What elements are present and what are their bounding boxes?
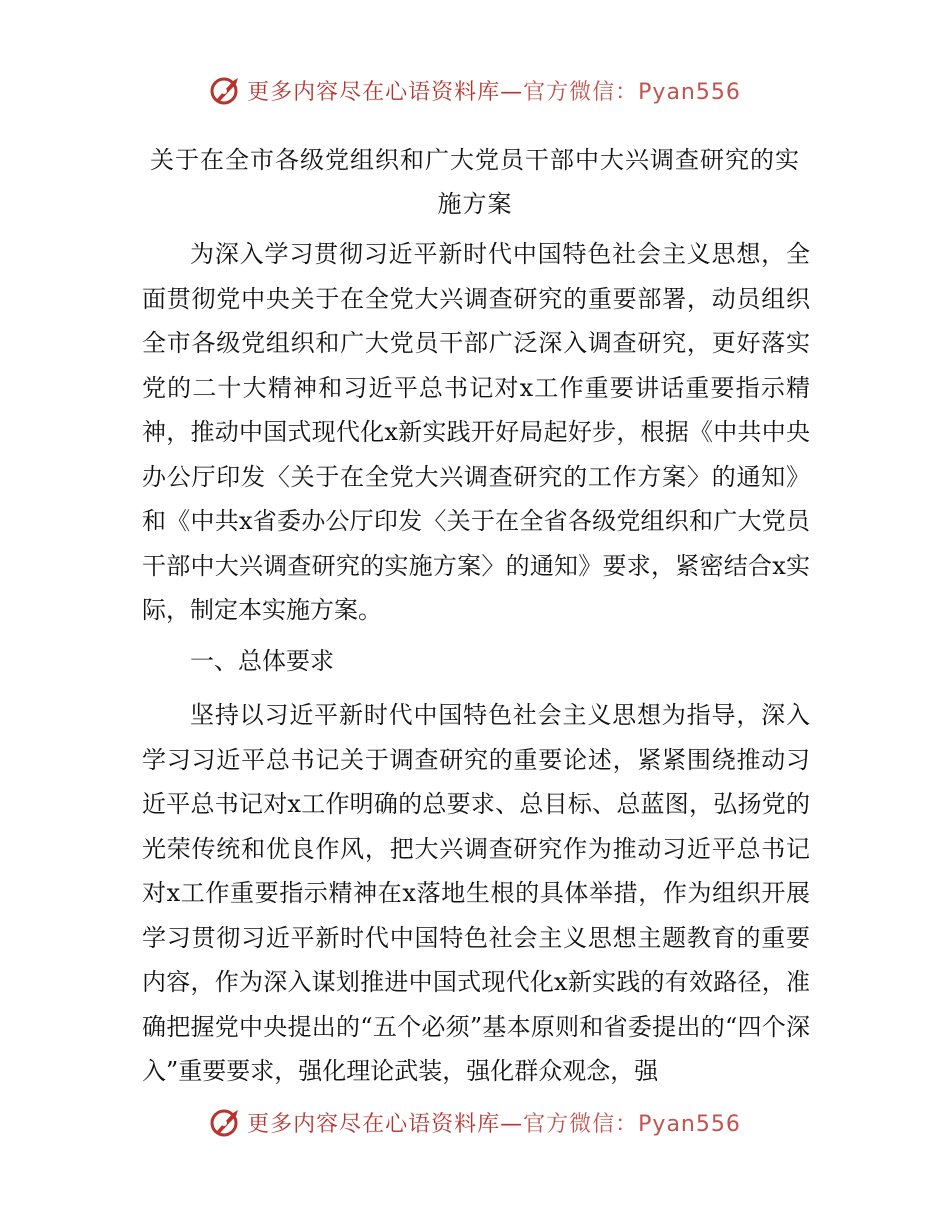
- intro-paragraph: 为深入学习贯彻习近平新时代中国特色社会主义思想，全面贯彻党中央关于在全党大兴调查研究的重要部署，动员组织全市各级党组织和广大党员干部广泛深入调查研究，更好落实党的二十大精神和习近平总书记对x工作重要讲话重要指示精神，推动中国式现代化x新实践开好局起好步，根据《中共中央办公厅印发〈关于在全党大兴调查研究的工作方案〉的通知》和《中共x省委办公厅印发〈关于在全省各级党组织和广大党员干部中大兴调查研究的实施方案〉的通知》要求，紧密结合x实际，制定本实施方案。: [142, 240, 810, 624]
- watermark-text: 更多内容尽在心语资料库—官方微信：Pyan556: [247, 1111, 741, 1137]
- pen-logo-icon: [209, 73, 243, 107]
- pen-logo-icon: [209, 1105, 243, 1139]
- section-paragraph: 坚持以习近平新时代中国特色社会主义思想为指导，深入学习习近平总书记关于调查研究的重要论述，紧紧围绕推动习近平总书记对x工作明确的总要求、总目标、总蓝图，弘扬党的光荣传统和优良作风，把大兴调查研究作为推动习近平总书记对x工作重要指示精神在x落地生根的具体举措，作为组织开展学习贯彻习近平新时代中国特色社会主义思想主题教育的重要内容，作为深入谋划推进中国式现代化x新实践的有效路径，准确把握党中央提出的“五个必须”基本原则和省委提出的“四个深入”重要要求，强化理论武装，强化群众观念，强: [142, 701, 810, 1085]
- header-watermark-banner: [0, 70, 950, 110]
- watermark-text: 更多内容尽在心语资料库—官方微信：Pyan556: [247, 79, 741, 105]
- document-title: 关于在全市各级党组织和广大党员干部中大兴调查研究的实施方案: [150, 146, 800, 218]
- document-body: [142, 232, 810, 1094]
- section-heading: 一、总体要求: [190, 646, 334, 675]
- footer-watermark-banner: [0, 1102, 950, 1142]
